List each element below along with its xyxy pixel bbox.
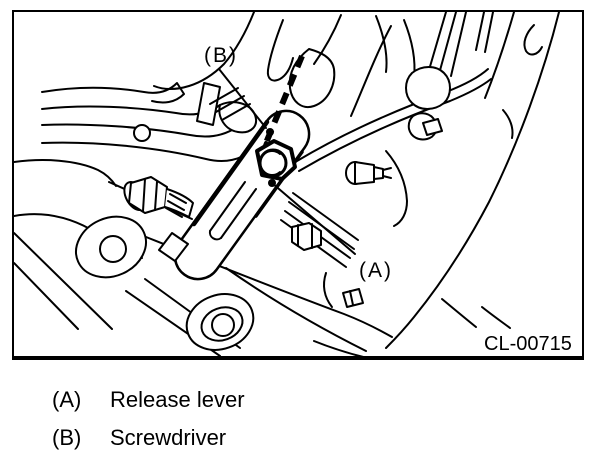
figure-frame (12, 10, 584, 360)
boot-line-art (154, 12, 391, 120)
legend-key-a: (A) (52, 387, 82, 412)
bracket-blob (406, 67, 450, 109)
hex-nut (292, 223, 321, 250)
legend-item-a (0, 387, 608, 413)
callout-b-label: (B) (204, 44, 238, 67)
bushing-hole-left (100, 236, 126, 262)
legend-item-b (0, 425, 608, 451)
legend-label-b: Screwdriver (110, 425, 227, 450)
center-right-line-art (226, 69, 510, 356)
figure-code: CL-00715 (484, 333, 572, 355)
callout-b-dot (266, 128, 274, 136)
callout-a-label: (A) (359, 259, 393, 282)
bolt-threaded-shaft (165, 189, 193, 217)
bushing-hole-lower (212, 314, 234, 336)
figure-line-art (14, 12, 582, 356)
lever-boss-line-art (257, 141, 295, 179)
sensor-body (355, 162, 374, 184)
legend-label-a: Release lever (110, 387, 245, 412)
callout-a-dot (268, 179, 276, 187)
bolt-hex-head (129, 177, 167, 213)
legend-key-b: (B) (52, 425, 82, 450)
